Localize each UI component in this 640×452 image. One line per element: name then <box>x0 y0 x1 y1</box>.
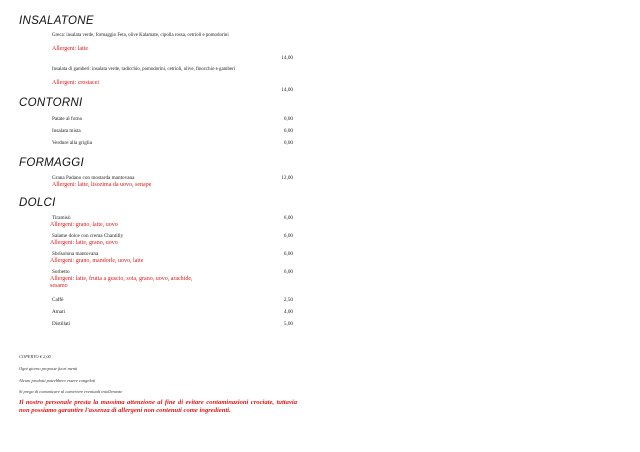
menu-item-description: Greca: insalata verde, formaggio Feta, olive Kalamate, cipolla rossa, cetrioli e pomodorini <box>52 33 229 38</box>
menu-item-name: Patate al forno <box>52 116 83 122</box>
menu-item-price: 6,00 <box>283 251 293 257</box>
menu-item-name: Sorbetto <box>52 269 70 275</box>
section-title-contorni: CONTORNI <box>19 97 83 109</box>
allergen-text: Allergeni: crostacei <box>52 80 100 86</box>
footer-note: Alcuni prodotti potrebbero essere congelati <box>19 378 96 383</box>
menu-item-price: 4,00 <box>283 309 293 315</box>
menu-item-price: 12,00 <box>281 175 293 181</box>
allergen-text: Allergeni: latte, lisozima da uovo, senape <box>52 182 152 188</box>
menu-item-price: 6,00 <box>283 116 293 122</box>
menu-item-price: 5,00 <box>283 321 293 327</box>
menu-item-price: 14,00 <box>281 55 293 61</box>
menu-item-price: 6,00 <box>283 140 293 146</box>
menu-item-price: 6,00 <box>283 128 293 134</box>
menu-item-description: Insalata di gamberi: insalata verde, radicchio, pomodorini, cetrioli, olive, finocchio e gamberi <box>52 67 236 72</box>
section-title-dolci: DOLCI <box>19 197 56 209</box>
allergen-warning: Il nostro personale presta la massima attenzione al fine di evitare contaminazioni crociate, tuttavia non possiamo garantire l'assenza di allergeni non contenuti come ingredienti. <box>19 399 297 414</box>
menu-item-name: Sbrisolona mantovana <box>52 251 99 257</box>
section-title-insalatone: INSALATONE <box>19 15 94 27</box>
menu-item-name: Distillati <box>52 321 71 327</box>
menu-item-price: 14,00 <box>281 87 293 93</box>
footer-note: Si prega di comunicare al cameriere eventuali intolleranze <box>19 389 123 394</box>
menu-item-price: 6,00 <box>283 269 293 275</box>
section-title-formaggi: FORMAGGI <box>19 157 85 169</box>
menu-item-name: Salame dolce con crema Chantilly <box>52 233 124 239</box>
menu-item-price: 6,00 <box>283 233 293 239</box>
menu-item-name: Tiramisù <box>52 215 71 221</box>
menu-item-name: Verdure alla griglia <box>52 140 93 146</box>
menu-item-name: Grana Padano con mostarda mantovana <box>52 175 135 181</box>
allergen-text: Allergeni: latte <box>52 46 89 52</box>
menu-item-name: Insalata mista <box>52 128 81 134</box>
coperto-note: COPERTO € 2,00 <box>19 354 51 359</box>
allergen-text: Allergeni: latte, frutta a guscio, soia, grano, uovo, arachide, sesamo <box>50 276 193 289</box>
menu-item-name: Amari <box>52 309 66 315</box>
footer-note: Ogni giorno proposte fuori menù <box>19 366 78 371</box>
allergen-text: Allergeni: grano, latte, uovo <box>50 222 118 228</box>
menu-item-name: Caffè <box>52 297 64 303</box>
menu-item-price: 2,50 <box>283 297 293 303</box>
allergen-text: Allergeni: latte, grano, uovo <box>50 240 118 246</box>
allergen-text: Allergeni: grano, mandorle, uovo, latte <box>50 258 144 264</box>
menu-item-price: 6,00 <box>283 215 293 221</box>
